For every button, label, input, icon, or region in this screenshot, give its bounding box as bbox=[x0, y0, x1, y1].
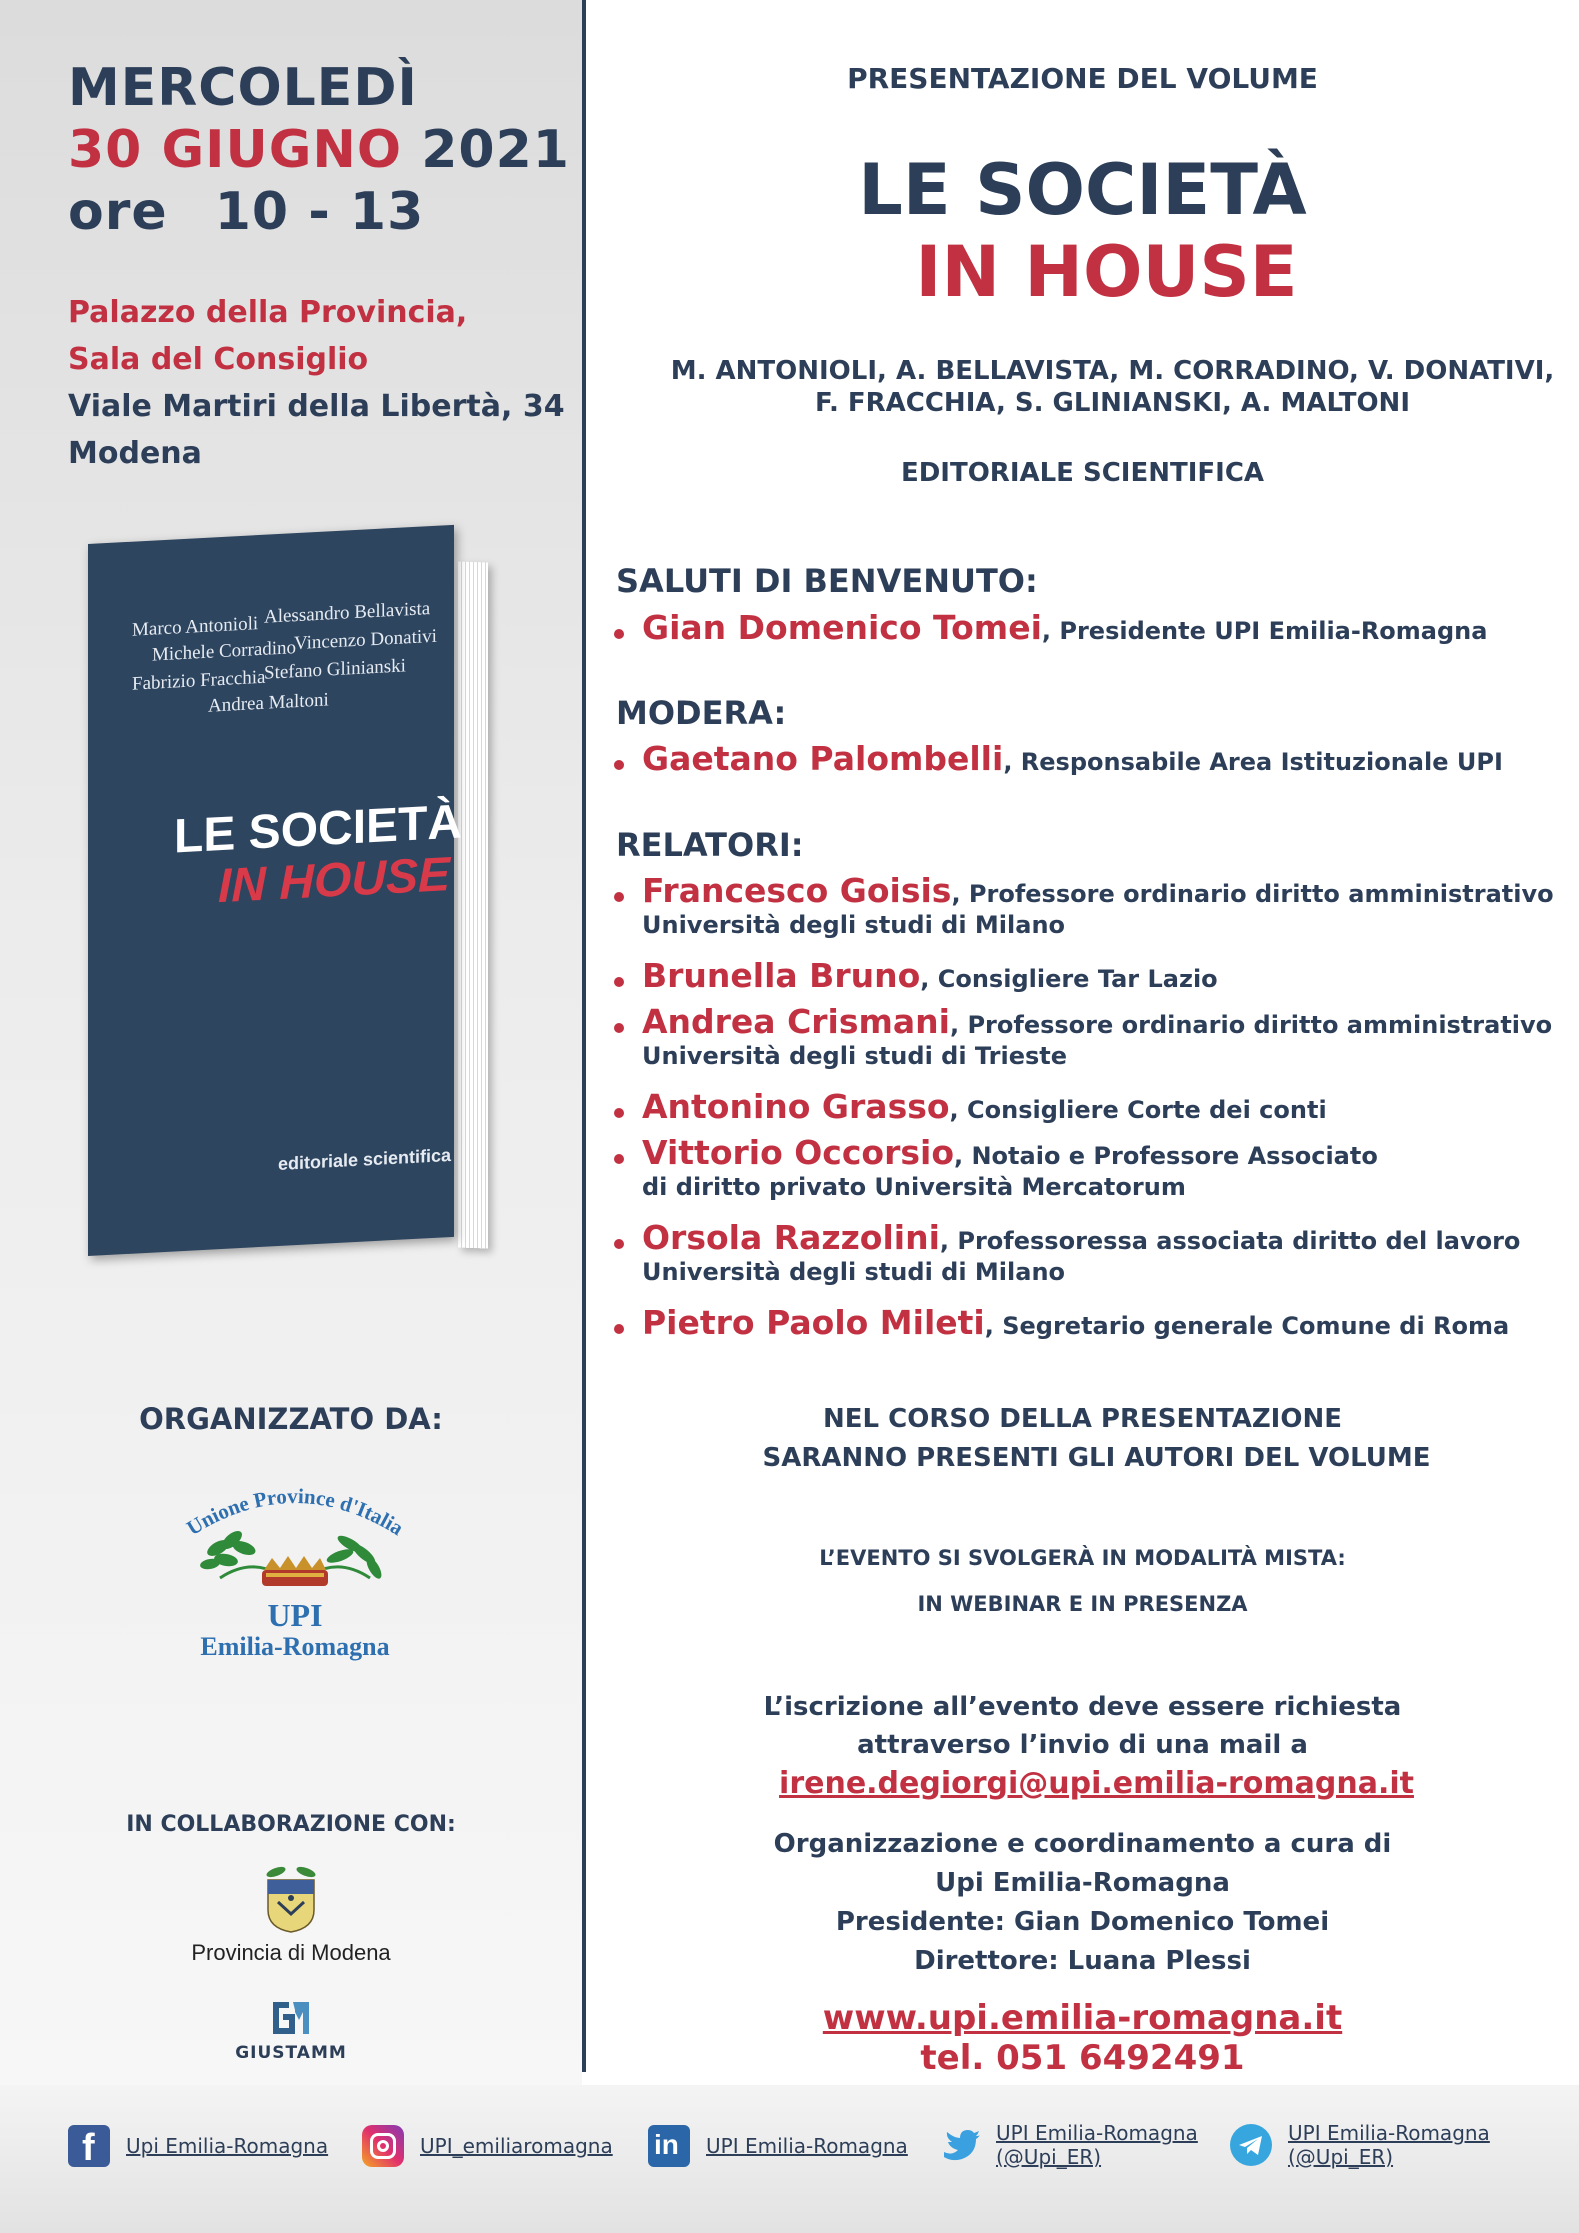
twitter-label: UPI Emilia-Romagna (@Upi_ER) bbox=[996, 2121, 1198, 2169]
note-line-1: NEL CORSO DELLA PRESENTAZIONE bbox=[823, 1404, 1342, 1434]
event-weekday: MERCOLEDÌ bbox=[68, 58, 418, 118]
instagram-link[interactable] bbox=[362, 2125, 613, 2167]
book-author: Stefano Glinianski bbox=[264, 655, 406, 684]
twitter-link[interactable] bbox=[938, 2121, 1198, 2169]
website-link[interactable]: www.upi.emilia-romagna.it bbox=[822, 1998, 1343, 2038]
giustamm-icon bbox=[269, 1996, 313, 2040]
instagram-label: UPI_emiliaromagna bbox=[420, 2134, 613, 2158]
giustamm-label: GIUSTAMM bbox=[235, 2043, 347, 2063]
welcome-heading: SALUTI DI BENVENUTO: bbox=[616, 562, 1038, 600]
speaker-name: Brunella Bruno bbox=[642, 956, 921, 995]
book-pages bbox=[458, 561, 488, 1248]
book-author: Vincenzo Donativi bbox=[294, 625, 437, 655]
upi-logo-region: Emilia-Romagna bbox=[200, 1632, 390, 1661]
event-day-month: 30 GIUGNO bbox=[68, 120, 403, 180]
linkedin-label: UPI Emilia-Romagna bbox=[706, 2134, 908, 2158]
venue-line-2: Sala del Consiglio bbox=[68, 342, 369, 377]
bullet-icon bbox=[614, 1023, 624, 1033]
phone-number: tel. 051 6492491 bbox=[920, 2038, 1245, 2078]
presentation-kicker: PRESENTAZIONE DEL VOLUME bbox=[847, 62, 1318, 95]
linkedin-link[interactable] bbox=[648, 2125, 908, 2167]
event-title-line-2: IN HOUSE bbox=[915, 231, 1298, 313]
book-publisher: editoriale scientifica bbox=[278, 1144, 452, 1175]
mode-line-2: IN WEBINAR E IN PRESENZA bbox=[917, 1592, 1248, 1616]
publisher: EDITORIALE SCIENTIFICA bbox=[900, 458, 1265, 488]
speaker-name: Orsola Razzolini bbox=[642, 1218, 940, 1257]
instagram-icon bbox=[362, 2125, 404, 2167]
bullet-icon bbox=[614, 1108, 624, 1118]
linkedin-icon: in bbox=[648, 2125, 690, 2167]
registration-line-1: L’iscrizione all’evento deve essere richiesta bbox=[763, 1692, 1402, 1722]
organized-by-heading: ORGANIZZATO DA: bbox=[139, 1402, 443, 1436]
speaker-role: , Consigliere Corte dei conti bbox=[949, 1096, 1327, 1124]
speaker-name: Gian Domenico Tomei bbox=[642, 608, 1042, 647]
note-line-2: SARANNO PRESENTI GLI AUTORI DEL VOLUME bbox=[762, 1443, 1431, 1473]
event-date bbox=[68, 120, 570, 180]
giustamm-logo bbox=[0, 1996, 582, 2062]
speaker-affiliation: Università degli studi di Milano bbox=[642, 911, 1066, 939]
moderator-heading: MODERA: bbox=[616, 694, 787, 732]
social-footer bbox=[0, 2085, 1579, 2233]
registration-email-link[interactable]: irene.degiorgi@upi.emilia-romagna.it bbox=[779, 1766, 1414, 1801]
speaker-affiliation: Università degli studi di Trieste bbox=[642, 1042, 1068, 1070]
bullet-icon bbox=[614, 1239, 624, 1249]
speaker-role: , Responsabile Area Istituzionale UPI bbox=[1003, 748, 1503, 776]
provincia-crest-icon bbox=[256, 1862, 326, 1934]
bullet-icon bbox=[614, 892, 624, 902]
book-author: Alessandro Bellavista bbox=[264, 598, 431, 628]
left-panel bbox=[0, 0, 582, 2085]
speaker-role: , Notaio e Professore Associato bbox=[954, 1142, 1378, 1170]
telegram-link[interactable] bbox=[1230, 2121, 1490, 2169]
venue-line-1: Palazzo della Provincia, bbox=[68, 295, 468, 330]
speaker-role: , Professoressa associata diritto del lavoro bbox=[939, 1227, 1521, 1255]
bullet-icon bbox=[614, 629, 624, 639]
svg-text:Unione Province d'Italia: Unione Province d'Italia bbox=[182, 1483, 408, 1541]
vertical-divider bbox=[582, 0, 586, 2072]
collaboration-heading: IN COLLABORAZIONE CON: bbox=[126, 1812, 456, 1837]
book-title-line-1: LE SOCIETÀ bbox=[174, 795, 463, 864]
event-time bbox=[68, 182, 424, 242]
speaker-role: , Professore ordinario diritto amministrativo bbox=[951, 880, 1554, 908]
book-author: Marco Antonioli bbox=[132, 613, 259, 641]
twitter-icon bbox=[938, 2124, 980, 2166]
speaker-role: , Presidente UPI Emilia-Romagna bbox=[1041, 617, 1488, 645]
bullet-icon bbox=[614, 1154, 624, 1164]
bullet-icon bbox=[614, 977, 624, 987]
speaker-name: Francesco Goisis bbox=[642, 871, 952, 910]
event-time-label: ore bbox=[68, 182, 168, 242]
speaker-role: , Professore ordinario diritto amministrativo bbox=[949, 1011, 1553, 1039]
speaker-name: Pietro Paolo Mileti bbox=[642, 1303, 985, 1342]
venue-line-4: Modena bbox=[68, 436, 202, 471]
facebook-label: Upi Emilia-Romagna bbox=[126, 2134, 329, 2158]
authors-line-2: F. FRACCHIA, S. GLINIANSKI, A. MALTONI bbox=[815, 388, 1410, 418]
upi-logo bbox=[180, 1478, 410, 1688]
organization-line-1: Organizzazione e coordinamento a cura di bbox=[773, 1829, 1392, 1859]
book-cover bbox=[88, 525, 463, 1256]
authors-line-1: M. ANTONIOLI, A. BELLAVISTA, M. CORRADINO, V. DONATIVI, bbox=[670, 356, 1555, 386]
venue-line-3: Viale Martiri della Libertà, 34 bbox=[68, 389, 565, 424]
upi-logo-name: UPI bbox=[267, 1597, 323, 1633]
book-author: Michele Corradino bbox=[152, 637, 297, 666]
speaker-role: , Consigliere Tar Lazio bbox=[920, 965, 1218, 993]
bullet-icon bbox=[614, 760, 624, 770]
speaker-affiliation: di diritto privato Università Mercatorum bbox=[642, 1173, 1186, 1201]
upi-crown-icon bbox=[180, 1478, 410, 1598]
speaker-role: , Segretario generale Comune di Roma bbox=[984, 1312, 1510, 1340]
facebook-icon: f bbox=[68, 2125, 110, 2167]
telegram-label: UPI Emilia-Romagna (@Upi_ER) bbox=[1288, 2121, 1490, 2169]
speakers-heading: RELATORI: bbox=[616, 826, 804, 864]
facebook-link[interactable] bbox=[68, 2125, 328, 2167]
organization-line-2: Upi Emilia-Romagna bbox=[935, 1868, 1230, 1898]
organization-line-4: Direttore: Luana Plessi bbox=[914, 1946, 1251, 1976]
registration-line-2: attraverso l’invio di una mail a bbox=[857, 1730, 1308, 1760]
mode-line-1: L’EVENTO SI SVOLGERÀ IN MODALITÀ MISTA: bbox=[819, 1546, 1346, 1570]
event-year: 2021 bbox=[421, 120, 570, 180]
bullet-icon bbox=[614, 1324, 624, 1334]
book-cover-image bbox=[88, 544, 500, 1274]
provincia-label: Provincia di Modena bbox=[191, 1940, 391, 1965]
speaker-name: Vittorio Occorsio bbox=[642, 1133, 954, 1172]
speaker-name: Gaetano Palombelli bbox=[642, 739, 1004, 778]
provincia-modena-logo bbox=[0, 1862, 582, 1966]
telegram-icon bbox=[1230, 2124, 1272, 2166]
event-time-value: 10 - 13 bbox=[214, 182, 425, 242]
book-author: Fabrizio Fracchia bbox=[132, 666, 266, 695]
book-author: Andrea Maltoni bbox=[208, 689, 329, 717]
speaker-name: Antonino Grasso bbox=[642, 1087, 950, 1126]
speaker-name: Andrea Crismani bbox=[642, 1002, 950, 1041]
event-title-line-1: LE SOCIETÀ bbox=[858, 149, 1307, 231]
book-title-line-2: IN HOUSE bbox=[218, 848, 451, 914]
speaker-affiliation: Università degli studi di Milano bbox=[642, 1258, 1066, 1286]
organization-line-3: Presidente: Gian Domenico Tomei bbox=[835, 1907, 1330, 1937]
